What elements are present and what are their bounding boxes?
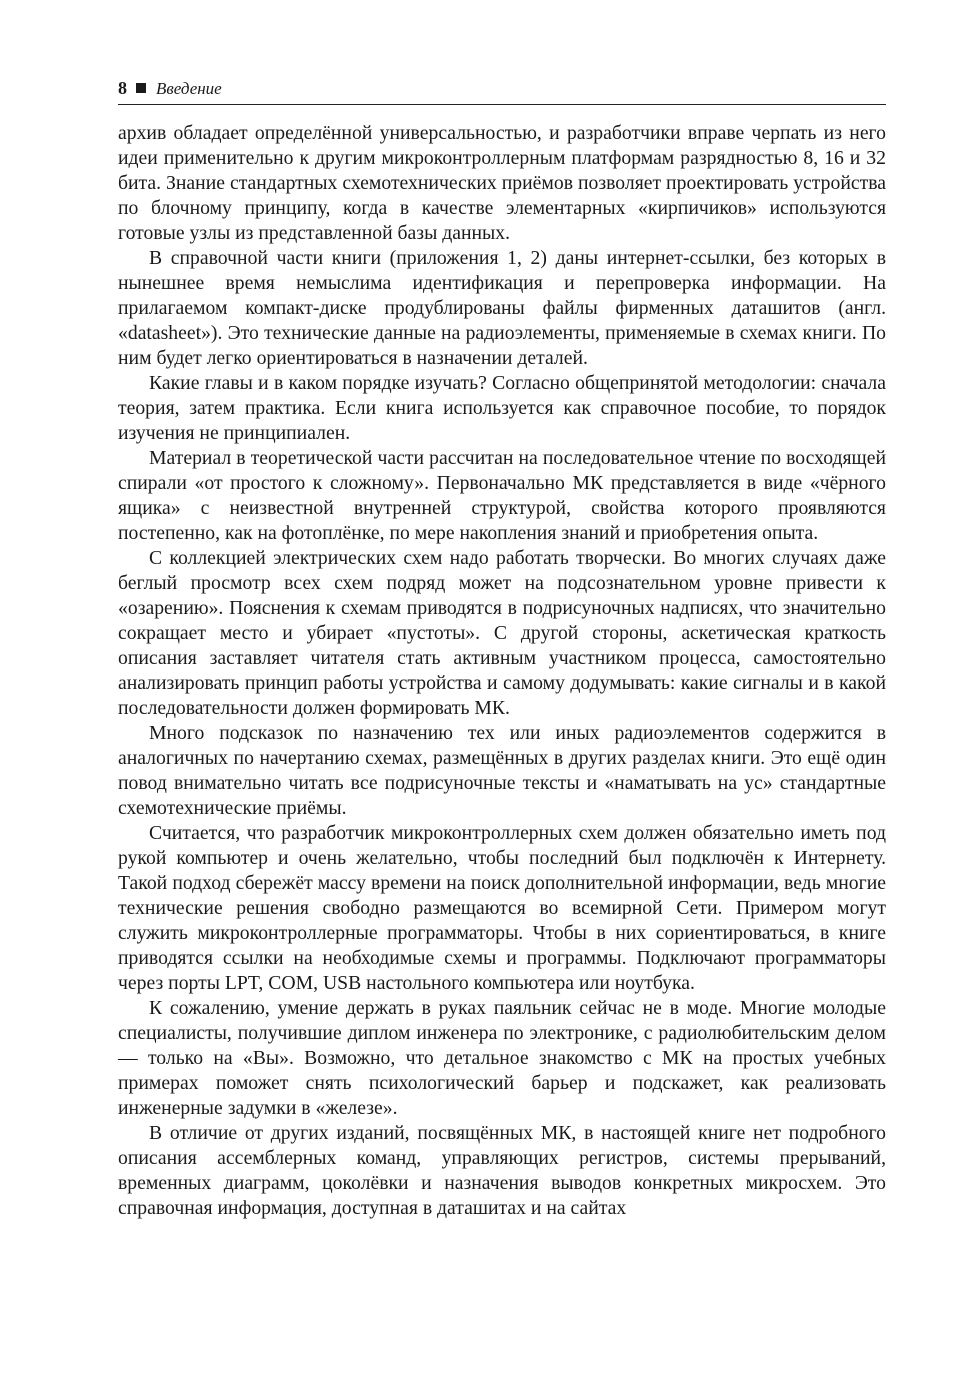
paragraph: Материал в теоретической части рассчитан на последовательное чтение по восходящей спирали «от простого к сложному». Первоначально МК представляется в виде «чёрного ящика» с неизвестной внутренней структурой, свойства которого проявляются постепенно, как на фотоплёнке, по мере накопления знаний и приобретения опыта. (118, 447, 886, 544)
paragraph: К сожалению, умение держать в руках паяльник сейчас не в моде. Многие молодые специалисты, получившие диплом инженера по электронике, с радиолюбительским делом — только на «Вы». Возможно, что детальное знакомство с МК на простых учебных примерах поможет снять психологический барьер и подскажет, как реализовать инженерные задумки в «железе». (118, 997, 886, 1119)
paragraph: В справочной части книги (приложения 1, 2) даны интернет-ссылки, без которых в нынешнее время немыслима идентификация и перепроверка информации. На прилагаемом компакт-диске продублированы файлы фирменных даташитов (англ. «datasheet»). Это технические данные на радиоэлементы, применяемые в схемах книги. По ним будет легко ориентироваться в назначении деталей. (118, 247, 886, 369)
running-header (118, 78, 886, 105)
page-number: 8 (118, 78, 127, 98)
book-page (118, 78, 886, 1221)
section-title: Введение (156, 79, 222, 98)
body-text (118, 121, 886, 1221)
paragraph: Считается, что разработчик микроконтроллерных схем должен обязательно иметь под рукой компьютер и очень желательно, чтобы последний был подключён к Интернету. Такой подход сбережёт массу времени на поиск дополнительной информации, ведь многие технические решения свободно размещаются во всемирной Сети. Примером могут служить микроконтроллерные программаторы. Чтобы в них сориентироваться, в книге приводятся ссылки на необходимые схемы и программы. Подключают программаторы через порты LPT, COM, USB настольного компьютера или ноутбука. (118, 822, 886, 994)
square-icon (136, 83, 146, 93)
paragraph: архив обладает определённой универсальностью, и разработчики вправе черпать из него идеи применительно к другим микроконтроллерным платформам разрядностью 8, 16 и 32 бита. Знание стандартных схемотехнических приёмов позволяет проектировать устройства по блочному принципу, когда в качестве элементарных «кирпичиков» используются готовые узлы из представленной базы данных. (118, 122, 886, 244)
paragraph: В отличие от других изданий, посвящённых МК, в настоящей книге нет подробного описания ассемблерных команд, управляющих регистров, системы прерываний, временных диаграмм, цоколёвки и назначения выводов конкретных микросхем. Это справочная информация, доступная в даташитах и на сайтах (118, 1122, 886, 1219)
paragraph: Какие главы и в каком порядке изучать? Согласно общепринятой методологии: сначала теория, затем практика. Если книга используется как справочное пособие, то порядок изучения не принципиален. (118, 372, 886, 444)
paragraph: С коллекцией электрических схем надо работать творчески. Во многих случаях даже беглый просмотр всех схем подряд может на подсознательном уровне привести к «озарению». Пояснения к схемам приводятся в подрисуночных надписях, что значительно сокращает место и убирает «пустоты». С другой стороны, аскетическая краткость описания заставляет читателя стать активным участником процесса, самостоятельно анализировать принцип работы устройства и самому додумывать: какие сигналы и в какой последовательности должен формировать МК. (118, 547, 886, 719)
paragraph: Много подсказок по назначению тех или иных радиоэлементов содержится в аналогичных по начертанию схемах, размещённых в других разделах книги. Это ещё один повод внимательно читать все подрисуночные тексты и «наматывать на ус» стандартные схемотехнические приёмы. (118, 722, 886, 819)
